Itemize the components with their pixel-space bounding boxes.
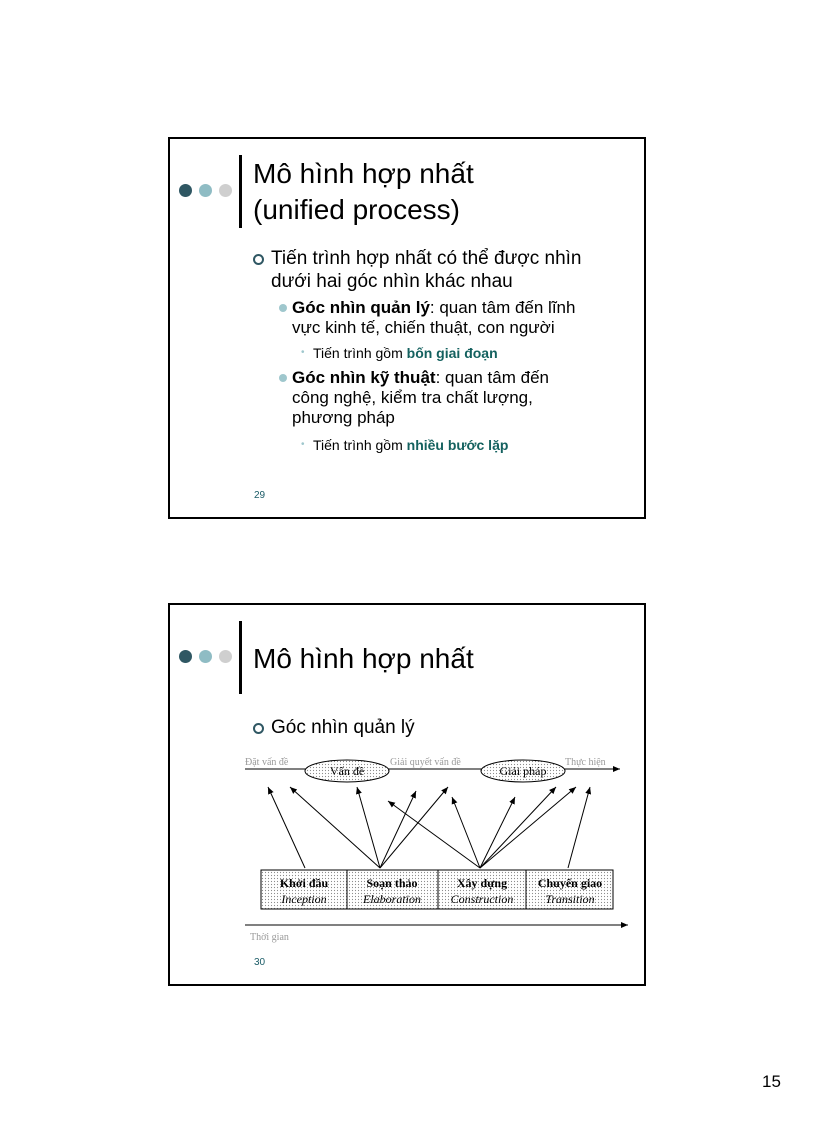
slide-30: Mô hình hợp nhất Góc nhìn quản lý Đặt vấn đề Giải quyết vấn đề Thực hiện Vấn đề Giải pháp Khởi đầu Inception Soạn thảo Elaboration Xây dựng Construction Chuyển giao Transition Thời gian 30	[168, 603, 646, 986]
slide-number: 30	[254, 957, 266, 968]
flow-label-solving: Giải quyết vấn đề	[390, 757, 461, 768]
small-dot-icon: •	[301, 439, 305, 450]
slide-title: Mô hình hợp nhất	[253, 643, 474, 674]
phase-construction-en: Construction	[450, 892, 514, 906]
ring-bullet-icon	[253, 723, 264, 734]
phase-elaboration-en: Elaboration	[362, 892, 422, 906]
gray-dot-icon	[219, 184, 232, 197]
decor-dots	[179, 184, 235, 198]
phase-inception-vi: Khởi đầu	[279, 876, 329, 890]
phase-elaboration-vi: Soạn thảo	[366, 876, 418, 890]
flow-label-problem-setting: Đặt vấn đề	[245, 757, 289, 768]
slide-29: Mô hình hợp nhất (unified process) Tiến trình hợp nhất có thể được nhìn dưới hai góc nhìn khác nhau Góc nhìn quản lý: quan tâm đến lĩnh vực kinh tế, chiến thuật, con người • Tiến trình gồm bốn giai đoạn Góc nhìn kỹ thuật: quan tâm đến công nghệ, kiểm tra chất lượng, phương pháp • Tiến trình gồm nhiều bước lặp 29	[168, 137, 646, 519]
ellipse-solution-label: Giải pháp	[499, 764, 547, 778]
slide-title: Mô hình hợp nhất (unified process)	[253, 158, 474, 225]
decor-dots	[179, 650, 235, 664]
dark-dot-icon	[179, 650, 192, 663]
teal-dot-icon	[199, 184, 212, 197]
slide-number: 29	[254, 490, 266, 501]
ellipse-problem-label: Vấn đề	[329, 764, 365, 778]
dark-dot-icon	[179, 184, 192, 197]
phase-inception-en: Inception	[281, 892, 327, 906]
small-dot-icon: •	[301, 347, 305, 358]
phase-transition-en: Transition	[545, 892, 595, 906]
teal-dot-icon	[199, 650, 212, 663]
flow-label-implementation: Thực hiện	[565, 757, 606, 768]
title-divider	[239, 155, 242, 228]
title-divider	[239, 621, 242, 694]
disc-bullet-icon	[279, 304, 287, 312]
time-axis-label: Thời gian	[250, 932, 289, 943]
gray-dot-icon	[219, 650, 232, 663]
page-number: 15	[762, 1072, 781, 1091]
disc-bullet-icon	[279, 374, 287, 382]
phase-transition-vi: Chuyển giao	[537, 876, 603, 890]
unified-process-diagram	[240, 745, 640, 945]
ring-bullet-icon	[253, 254, 264, 265]
phase-construction-vi: Xây dựng	[456, 876, 508, 890]
